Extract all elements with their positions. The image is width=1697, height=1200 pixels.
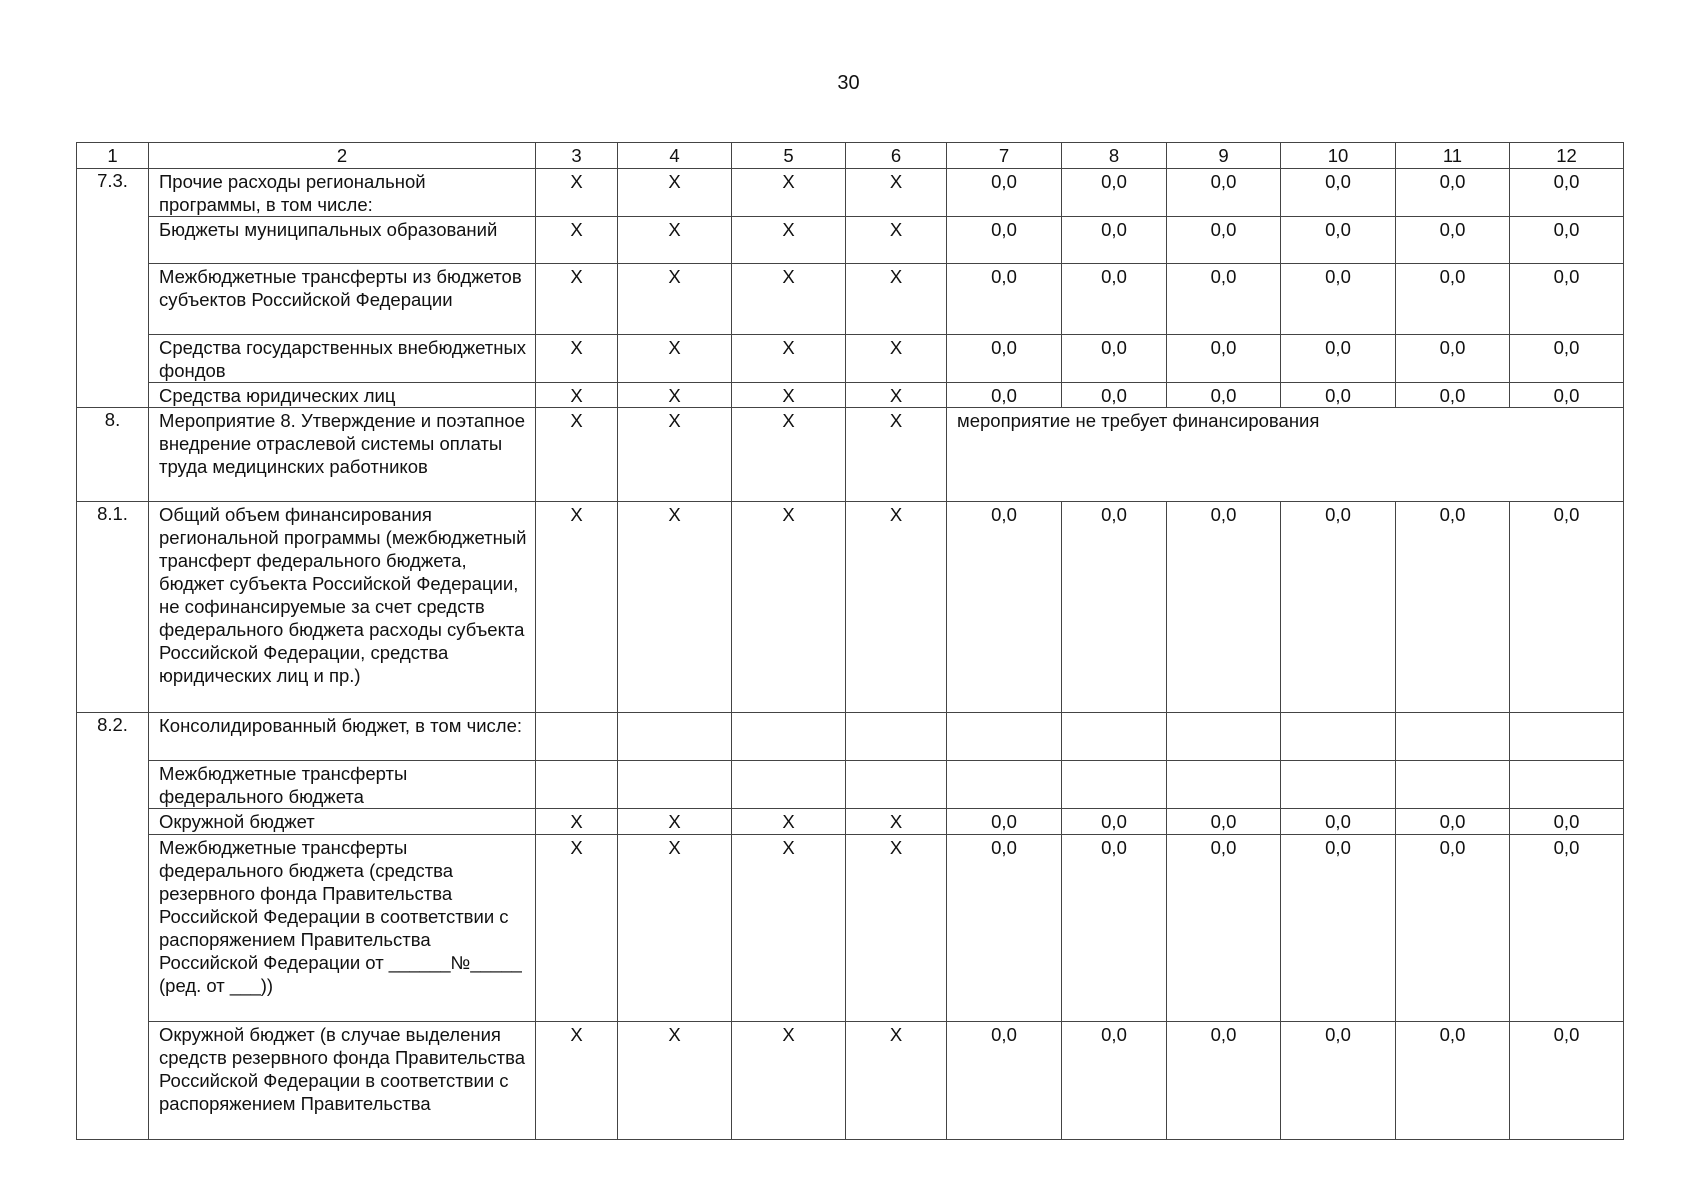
value-cell (846, 713, 947, 761)
value-cell (732, 761, 846, 809)
row-label: Прочие расходы региональной программы, в том числе: (149, 169, 536, 217)
value-cell: 0,0 (1510, 169, 1624, 217)
value-cell: 0,0 (947, 502, 1062, 713)
value-cell: 0,0 (947, 835, 1062, 1022)
value-cell: Х (732, 408, 846, 502)
value-cell (1510, 713, 1624, 761)
row-number: 8.1. (77, 502, 149, 713)
value-cell: Х (732, 264, 846, 335)
header-cell: 5 (732, 143, 846, 169)
value-cell: 0,0 (1062, 335, 1167, 383)
table-row (77, 217, 1624, 264)
value-cell: 0,0 (1396, 217, 1510, 264)
value-cell: 0,0 (1396, 335, 1510, 383)
row-number: 7.3. (77, 169, 149, 408)
financing-note: мероприятие не требует финансирования (947, 408, 1624, 502)
value-cell: Х (846, 335, 947, 383)
header-cell: 9 (1167, 143, 1281, 169)
value-cell (1396, 713, 1510, 761)
table-row (77, 761, 1624, 809)
value-cell: 0,0 (1062, 502, 1167, 713)
row-number: 8.2. (77, 713, 149, 1140)
value-cell: 0,0 (947, 217, 1062, 264)
value-cell: 0,0 (1396, 264, 1510, 335)
value-cell: 0,0 (1396, 383, 1510, 408)
value-cell: Х (846, 809, 947, 835)
value-cell: 0,0 (1396, 835, 1510, 1022)
value-cell: 0,0 (1281, 809, 1396, 835)
value-cell: 0,0 (1281, 335, 1396, 383)
value-cell: Х (846, 217, 947, 264)
value-cell: Х (732, 169, 846, 217)
row-label: Средства юридических лиц (149, 383, 536, 408)
financing-table (76, 142, 1624, 1140)
table-row (77, 502, 1624, 713)
value-cell: 0,0 (1167, 383, 1281, 408)
table-row (77, 169, 1624, 217)
value-cell: 0,0 (1281, 502, 1396, 713)
row-label: Межбюджетные трансферты из бюджетов субъектов Российской Федерации (149, 264, 536, 335)
row-label: Консолидированный бюджет, в том числе: (149, 713, 536, 761)
value-cell: 0,0 (1167, 335, 1281, 383)
value-cell: Х (618, 217, 732, 264)
page-number: 30 (837, 72, 860, 94)
header-cell: 4 (618, 143, 732, 169)
value-cell: Х (536, 835, 618, 1022)
value-cell: 0,0 (947, 264, 1062, 335)
value-cell (846, 761, 947, 809)
table-row (77, 809, 1624, 835)
value-cell: 0,0 (1062, 809, 1167, 835)
value-cell: Х (846, 502, 947, 713)
value-cell: Х (846, 264, 947, 335)
value-cell: Х (618, 502, 732, 713)
value-cell: 0,0 (1167, 809, 1281, 835)
header-cell: 8 (1062, 143, 1167, 169)
value-cell: Х (732, 217, 846, 264)
row-label: Общий объем финансирования региональной программы (межбюджетный трансферт федерального бюджета, бюджет субъекта Российской Федерации, не софинансируемые за счет средств федерального бюджета расходы субъекта Российской Федерации, средства юридических лиц и пр.) (149, 502, 536, 713)
header-cell: 10 (1281, 143, 1396, 169)
value-cell: 0,0 (1167, 835, 1281, 1022)
row-label: Средства государственных внебюджетных фондов (149, 335, 536, 383)
value-cell: 0,0 (1281, 1022, 1396, 1140)
header-cell: 1 (77, 143, 149, 169)
value-cell: Х (846, 383, 947, 408)
value-cell (947, 713, 1062, 761)
value-cell: 0,0 (1510, 809, 1624, 835)
value-cell: Х (732, 502, 846, 713)
value-cell (618, 713, 732, 761)
value-cell: 0,0 (947, 809, 1062, 835)
value-cell: Х (732, 335, 846, 383)
value-cell (1396, 761, 1510, 809)
table-row (77, 408, 1624, 502)
value-cell: 0,0 (1062, 217, 1167, 264)
value-cell: 0,0 (1062, 383, 1167, 408)
value-cell: 0,0 (1281, 264, 1396, 335)
table-row (77, 335, 1624, 383)
value-cell (947, 761, 1062, 809)
value-cell: 0,0 (1062, 1022, 1167, 1140)
value-cell: Х (846, 835, 947, 1022)
value-cell: Х (732, 835, 846, 1022)
value-cell (1510, 761, 1624, 809)
value-cell (1062, 713, 1167, 761)
value-cell: Х (618, 809, 732, 835)
value-cell: 0,0 (1510, 1022, 1624, 1140)
value-cell: Х (536, 264, 618, 335)
value-cell: 0,0 (1510, 835, 1624, 1022)
row-label: Межбюджетные трансферты федерального бюджета (149, 761, 536, 809)
value-cell: 0,0 (1510, 502, 1624, 713)
value-cell: 0,0 (1396, 1022, 1510, 1140)
value-cell: Х (536, 502, 618, 713)
header-cell: 2 (149, 143, 536, 169)
value-cell: Х (732, 809, 846, 835)
header-row (77, 143, 1624, 169)
table-row (77, 1022, 1624, 1140)
value-cell: Х (618, 169, 732, 217)
header-cell: 12 (1510, 143, 1624, 169)
value-cell: Х (536, 335, 618, 383)
value-cell: Х (846, 1022, 947, 1140)
value-cell: 0,0 (1396, 809, 1510, 835)
value-cell: Х (536, 217, 618, 264)
value-cell: 0,0 (947, 169, 1062, 217)
header-cell: 3 (536, 143, 618, 169)
value-cell: Х (536, 169, 618, 217)
row-number: 8. (77, 408, 149, 502)
value-cell: 0,0 (1281, 383, 1396, 408)
header-cell: 11 (1396, 143, 1510, 169)
table-row (77, 713, 1624, 761)
value-cell: Х (846, 169, 947, 217)
value-cell: Х (618, 264, 732, 335)
value-cell: 0,0 (1062, 169, 1167, 217)
value-cell: 0,0 (1396, 169, 1510, 217)
value-cell: 0,0 (1281, 169, 1396, 217)
header-cell: 6 (846, 143, 947, 169)
value-cell: 0,0 (1167, 217, 1281, 264)
value-cell: 0,0 (1510, 383, 1624, 408)
row-label: Мероприятие 8. Утверждение и поэтапное внедрение отраслевой системы оплаты труда медицинских работников (149, 408, 536, 502)
value-cell: 0,0 (947, 383, 1062, 408)
table-row (77, 264, 1624, 335)
value-cell: Х (536, 1022, 618, 1140)
value-cell: 0,0 (1510, 264, 1624, 335)
row-label: Межбюджетные трансферты федерального бюджета (средства резервного фонда Правительства Российской Федерации в соответствии с распоряжением Правительства Российской Федерации от ______№_____ (ред. от ___)) (149, 835, 536, 1022)
value-cell: 0,0 (1167, 1022, 1281, 1140)
value-cell: Х (618, 1022, 732, 1140)
value-cell (536, 761, 618, 809)
value-cell: Х (618, 335, 732, 383)
row-label: Окружной бюджет (149, 809, 536, 835)
value-cell: 0,0 (1167, 264, 1281, 335)
value-cell (1062, 761, 1167, 809)
value-cell: Х (536, 408, 618, 502)
value-cell: Х (618, 408, 732, 502)
value-cell: Х (536, 809, 618, 835)
value-cell: Х (732, 1022, 846, 1140)
value-cell: Х (732, 383, 846, 408)
value-cell (536, 713, 618, 761)
value-cell: 0,0 (1167, 502, 1281, 713)
row-label: Бюджеты муниципальных образований (149, 217, 536, 264)
value-cell: 0,0 (1167, 169, 1281, 217)
value-cell (1167, 713, 1281, 761)
value-cell: 0,0 (1510, 335, 1624, 383)
value-cell: 0,0 (1281, 217, 1396, 264)
value-cell (1281, 761, 1396, 809)
value-cell: 0,0 (947, 335, 1062, 383)
row-label: Окружной бюджет (в случае выделения средств резервного фонда Правительства Российской Федерации в соответствии с распоряжением Правительства (149, 1022, 536, 1140)
value-cell: Х (846, 408, 947, 502)
table-row (77, 383, 1624, 408)
value-cell: Х (618, 383, 732, 408)
value-cell: Х (618, 835, 732, 1022)
value-cell: 0,0 (1281, 835, 1396, 1022)
value-cell (618, 761, 732, 809)
value-cell: 0,0 (1062, 264, 1167, 335)
value-cell: 0,0 (1510, 217, 1624, 264)
value-cell: 0,0 (947, 1022, 1062, 1140)
value-cell: Х (536, 383, 618, 408)
value-cell: 0,0 (1062, 835, 1167, 1022)
header-cell: 7 (947, 143, 1062, 169)
value-cell: 0,0 (1396, 502, 1510, 713)
table-row (77, 835, 1624, 1022)
value-cell (732, 713, 846, 761)
value-cell (1167, 761, 1281, 809)
value-cell (1281, 713, 1396, 761)
